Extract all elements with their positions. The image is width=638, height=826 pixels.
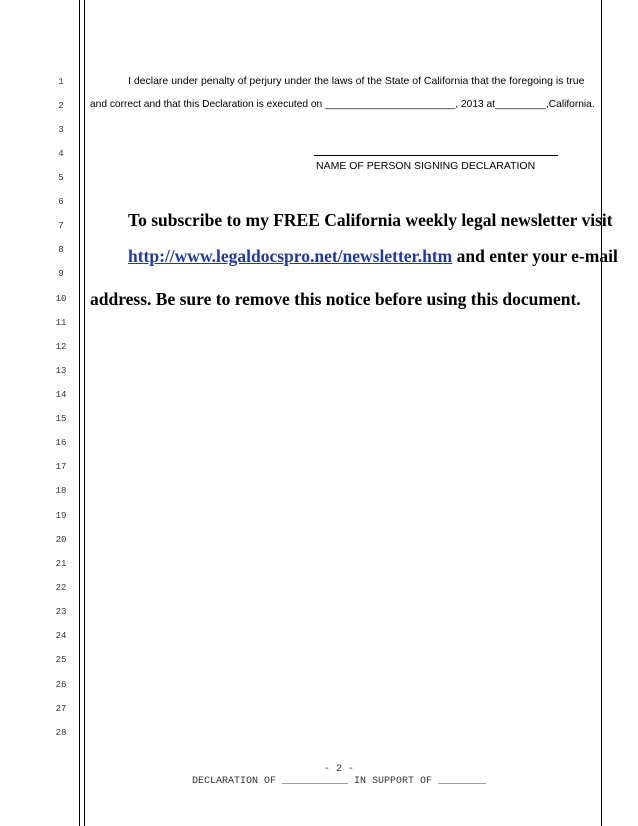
line-number: 18 xyxy=(55,486,67,496)
signature-line xyxy=(314,155,558,156)
signature-caption: NAME OF PERSON SIGNING DECLARATION xyxy=(316,160,536,172)
line-number: 28 xyxy=(55,728,67,738)
line-number: 16 xyxy=(55,438,67,448)
line-number: 26 xyxy=(55,680,67,690)
declaration-line-2: and correct and that this Declaration is executed on _______________________, 2013 at_________,California. xyxy=(90,99,595,110)
line-number: 14 xyxy=(55,390,67,400)
left-margin-rule-inner xyxy=(84,0,85,826)
line-number: 10 xyxy=(55,294,67,304)
page-number: - 2 - xyxy=(323,764,354,775)
line-number: 11 xyxy=(55,318,67,328)
newsletter-link[interactable]: http://www.legaldocspro.net/newsletter.htm xyxy=(128,246,453,266)
line-number: 3 xyxy=(58,125,64,135)
line-number: 4 xyxy=(58,149,64,159)
line-number: 13 xyxy=(55,366,67,376)
line-number: 1 xyxy=(58,77,64,87)
newsletter-notice-line-1: To subscribe to my FREE California weekly legal newsletter visit xyxy=(128,210,613,230)
newsletter-notice-line-3: address. Be sure to remove this notice before using this document. xyxy=(90,289,581,309)
right-margin-rule xyxy=(601,0,602,826)
newsletter-notice-line-2-rest: and enter your e-mail xyxy=(452,246,618,266)
line-number: 22 xyxy=(55,583,67,593)
line-number: 19 xyxy=(55,511,67,521)
line-number: 5 xyxy=(58,173,64,183)
left-margin-rule-outer xyxy=(79,0,80,826)
line-number: 20 xyxy=(55,535,67,545)
line-number: 25 xyxy=(55,655,67,665)
line-number: 15 xyxy=(55,414,67,424)
line-number: 27 xyxy=(55,704,67,714)
line-number: 24 xyxy=(55,631,67,641)
newsletter-notice-line-2 xyxy=(128,246,618,267)
line-number: 17 xyxy=(55,462,67,472)
line-number: 9 xyxy=(58,269,64,279)
declaration-line-1: I declare under penalty of perjury under the laws of the State of California that the foregoing is true xyxy=(128,75,585,87)
line-number: 23 xyxy=(55,607,67,617)
line-number: 6 xyxy=(58,197,64,207)
line-number: 12 xyxy=(55,342,67,352)
footer-title: DECLARATION OF ___________ IN SUPPORT OF ________ xyxy=(191,776,487,787)
line-number: 7 xyxy=(58,221,64,231)
line-number: 2 xyxy=(58,101,64,111)
line-number: 21 xyxy=(55,559,67,569)
line-number: 8 xyxy=(58,245,64,255)
